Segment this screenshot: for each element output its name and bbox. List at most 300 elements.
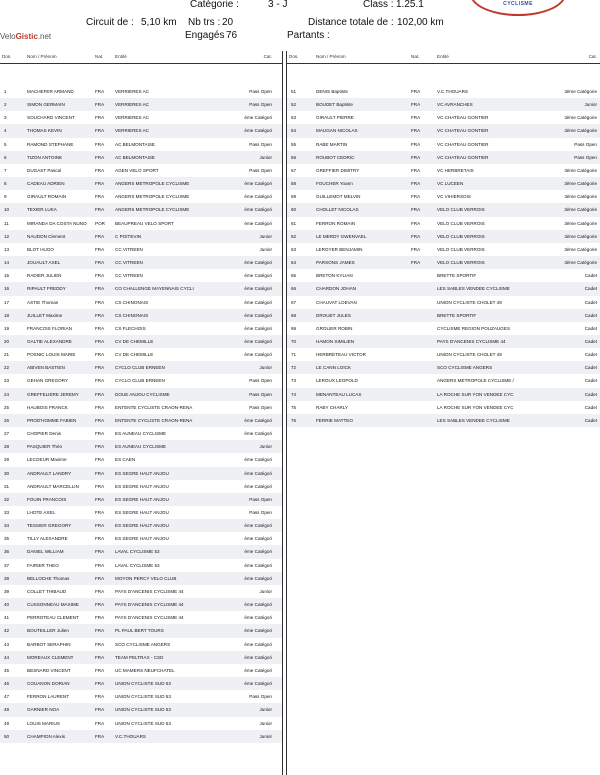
bib-number: 53 bbox=[291, 115, 297, 121]
col-cat: Cat. bbox=[263, 54, 272, 59]
category: 3ème Catégorie bbox=[564, 181, 597, 187]
bib-number: 7 bbox=[4, 167, 7, 173]
nationality: FRA bbox=[411, 141, 421, 147]
table-row bbox=[287, 85, 600, 98]
category: ème Catégori bbox=[244, 338, 272, 344]
category: Pass Open bbox=[249, 694, 272, 700]
table-row bbox=[0, 638, 282, 651]
rider-name: PERROTEAU CLEMENT bbox=[27, 615, 79, 621]
bib-number: 70 bbox=[291, 338, 297, 344]
team-entity: CS FLECHOIS bbox=[115, 325, 146, 331]
rider-name: COUANON DORIAN bbox=[27, 681, 70, 687]
category: 3ème Catégorie bbox=[564, 246, 597, 252]
table-row bbox=[0, 717, 282, 730]
bib-number: 63 bbox=[291, 246, 297, 252]
bib-number: 23 bbox=[4, 378, 10, 384]
category: ème Catégori bbox=[244, 628, 272, 634]
rider-name: PARSONS JAMES bbox=[316, 260, 355, 266]
bib-number: 6 bbox=[4, 154, 7, 160]
team-entity: BRETTE SPORTIF bbox=[437, 273, 477, 279]
rider-name: DUGAST Pascal bbox=[27, 167, 62, 173]
bib-number: 24 bbox=[4, 391, 10, 397]
table-header-right bbox=[287, 51, 600, 64]
bib-number: 20 bbox=[4, 338, 10, 344]
federation-logo bbox=[470, 0, 566, 16]
bib-number: 31 bbox=[4, 483, 10, 489]
bib-number: 3 bbox=[4, 115, 7, 121]
bib-number: 56 bbox=[291, 154, 297, 160]
team-entity: VERRIERES AC bbox=[115, 128, 149, 134]
category: ème Catégori bbox=[244, 417, 272, 423]
nationality: FRA bbox=[95, 536, 105, 542]
table-row bbox=[287, 230, 600, 243]
team-entity: PL PAUL BERT TOURS bbox=[115, 628, 164, 634]
table-row bbox=[0, 532, 282, 545]
rider-name: CHOLLET NICOLAS bbox=[316, 207, 359, 213]
team-entity: ES SEGRE HAUT ANJOU bbox=[115, 510, 169, 515]
table-row bbox=[287, 124, 600, 137]
rider-name: BLOT HUGO bbox=[27, 246, 54, 252]
nationality: FRA bbox=[411, 128, 421, 134]
table-row bbox=[0, 217, 282, 230]
rider-name: TEXIER LUKA bbox=[27, 207, 57, 213]
table-row bbox=[287, 361, 600, 374]
rider-name: BARBOT SERAPHIN bbox=[27, 641, 71, 647]
table-row bbox=[0, 138, 282, 151]
rows-left bbox=[0, 85, 282, 743]
table-row bbox=[287, 309, 600, 322]
team-entity: ANGERS METROPOLE CYCLISME bbox=[115, 181, 190, 187]
rider-name: MENANTEAU LUCAS bbox=[316, 391, 362, 397]
bib-number: 41 bbox=[4, 615, 10, 621]
team-entity: VERRIERES AC bbox=[115, 115, 149, 121]
rider-name: CUSSONNEAU MAXIME bbox=[27, 602, 79, 608]
table-row bbox=[0, 664, 282, 677]
bib-number: 16 bbox=[4, 286, 10, 292]
table-row bbox=[287, 322, 600, 335]
team-entity: ANGERS METROPOLE CYCLISME bbox=[115, 207, 190, 213]
table-row bbox=[287, 177, 600, 190]
team-entity: UNION CYCLISTE CHOLET 49 bbox=[437, 352, 502, 358]
table-row bbox=[0, 151, 282, 164]
bib-number: 36 bbox=[4, 549, 10, 555]
bib-number: 75 bbox=[291, 404, 297, 410]
rider-name: BESNARD VINCENT bbox=[27, 667, 71, 673]
nationality: FRA bbox=[95, 562, 105, 568]
bib-number: 71 bbox=[291, 352, 297, 358]
bib-number: 65 bbox=[291, 273, 297, 279]
table-row bbox=[0, 401, 282, 414]
table-row bbox=[0, 203, 282, 216]
team-entity: LES SABLES VENDEE CYCLISME bbox=[437, 417, 510, 423]
table-row bbox=[0, 414, 282, 427]
team-entity: CYCLO CLUB ERNEEN bbox=[115, 378, 165, 384]
rider-name: PASQUIER Théo bbox=[27, 444, 63, 450]
table-row bbox=[287, 335, 600, 348]
rows-right bbox=[287, 85, 600, 427]
team-entity: SCO CYCLISME ANGERS bbox=[115, 641, 171, 647]
category: Pass Open bbox=[249, 404, 272, 410]
team-entity: ES SEGRE HAUT ANJOU bbox=[115, 496, 169, 502]
category: 3ème Catégorie bbox=[564, 89, 597, 94]
team-entity: CC VITREEN bbox=[115, 273, 143, 279]
nationality: FRA bbox=[95, 444, 105, 450]
category: Junior bbox=[259, 233, 272, 239]
team-entity: CV DE CHEMILLE bbox=[115, 352, 154, 358]
nbtrs-label: Nb trs : bbox=[188, 17, 221, 28]
team-entity: UNION CYCLISTE SUD 53 bbox=[115, 720, 171, 726]
nationality: FRA bbox=[411, 89, 421, 94]
nationality: FRA bbox=[95, 102, 105, 108]
table-row bbox=[0, 677, 282, 690]
team-entity: PAYS D'ANCENIS CYCLISME 44 bbox=[437, 338, 506, 344]
bib-number: 14 bbox=[4, 260, 10, 266]
nationality: FRA bbox=[95, 167, 105, 173]
rider-name: RABY CHARLY bbox=[316, 404, 348, 410]
bib-number: 54 bbox=[291, 128, 297, 134]
table-row bbox=[0, 256, 282, 269]
bib-number: 46 bbox=[4, 681, 10, 687]
nationality: FRA bbox=[95, 549, 105, 555]
partants-label: Partants : bbox=[287, 30, 330, 41]
team-entity: VELO CLUB VERROIS bbox=[437, 246, 485, 252]
category: Cadet bbox=[584, 404, 597, 410]
nationality: FRA bbox=[95, 510, 105, 515]
team-entity: C POITEVIN bbox=[115, 233, 142, 239]
bib-number: 68 bbox=[291, 312, 297, 318]
team-entity: VC CHATEAU GONTIER bbox=[437, 128, 489, 134]
table-row bbox=[0, 269, 282, 282]
nationality: FRA bbox=[411, 181, 421, 187]
category: Cadet bbox=[584, 299, 597, 305]
rider-name: GEHAN GREGORY bbox=[27, 378, 69, 384]
nationality: FRA bbox=[95, 233, 105, 239]
category: ème Catégori bbox=[244, 352, 272, 358]
nationality: FRA bbox=[411, 102, 421, 108]
col-name: Nom / Prénom bbox=[27, 54, 57, 59]
table-row bbox=[287, 164, 600, 177]
table-row bbox=[0, 124, 282, 137]
team-entity: VC LUCEEN bbox=[437, 181, 464, 187]
table-row bbox=[287, 256, 600, 269]
table-row bbox=[287, 401, 600, 414]
bib-number: 38 bbox=[4, 575, 10, 581]
table-row bbox=[0, 309, 282, 322]
rider-name: GREFFIER DIMITRY bbox=[316, 167, 360, 173]
rider-name: ROUBOT CEDRIC bbox=[316, 154, 355, 160]
team-entity: V.C.THOUARS bbox=[115, 733, 146, 739]
rider-name: FERRON ROMAIN bbox=[316, 220, 356, 226]
table-row bbox=[0, 374, 282, 387]
category: 3ème Catégorie bbox=[564, 128, 597, 134]
team-entity: BEAUPREAU VELO SPORT bbox=[115, 220, 174, 226]
bib-number: 1 bbox=[4, 89, 7, 94]
category: ème Catégori bbox=[244, 523, 272, 529]
nationality: FRA bbox=[411, 246, 421, 252]
category: ème Catégori bbox=[244, 575, 272, 581]
logo-text: CYCLISME bbox=[503, 1, 533, 7]
table-row bbox=[0, 282, 282, 295]
table-row bbox=[287, 414, 600, 427]
table-row bbox=[0, 559, 282, 572]
table-header-left bbox=[0, 51, 282, 64]
table-row bbox=[287, 243, 600, 256]
bib-number: 51 bbox=[291, 89, 297, 94]
team-entity: CV DE CHEMILLE bbox=[115, 338, 154, 344]
category: ème Catégori bbox=[244, 286, 272, 292]
nationality: FRA bbox=[95, 325, 105, 331]
brand-watermark: VeloGistic.net bbox=[0, 32, 52, 41]
category: ème Catégori bbox=[244, 207, 272, 213]
bib-number: 35 bbox=[4, 536, 10, 542]
team-entity: ENTENTE CYCLISTE CRAON-RENA bbox=[115, 417, 193, 423]
table-row bbox=[0, 506, 282, 519]
rider-name: TILLY ALEXANDRE bbox=[27, 536, 68, 542]
team-entity: ES SEGRE HAUT ANJOU bbox=[115, 536, 169, 542]
rider-name: DANIEL WILLIAM bbox=[27, 549, 64, 555]
rider-name: BELLOCHE Thomas bbox=[27, 575, 70, 581]
rider-name: SOUCHARD VINCENT bbox=[27, 115, 75, 121]
engages-value: 76 bbox=[226, 30, 238, 41]
category: ème Catégori bbox=[244, 260, 272, 266]
rider-name: BOUTEILLER Julien bbox=[27, 628, 69, 634]
table-row bbox=[0, 519, 282, 532]
team-entity: LA ROCHE SUR YON VENDEE CYC bbox=[437, 404, 514, 410]
rider-name: LEROUX LEOPOLD bbox=[316, 378, 358, 384]
team-entity: AGEN VELO SPORT bbox=[115, 167, 159, 173]
table-row bbox=[0, 703, 282, 716]
category: Junior bbox=[259, 246, 272, 252]
bib-number: 48 bbox=[4, 707, 10, 713]
team-entity: ANGERS METROPOLE CYCLISME bbox=[115, 194, 190, 200]
category: ème Catégori bbox=[244, 483, 272, 489]
bib-number: 30 bbox=[4, 470, 10, 476]
table-row bbox=[0, 493, 282, 506]
nationality: FRA bbox=[95, 431, 105, 437]
bib-number: 59 bbox=[291, 194, 297, 200]
table-row bbox=[0, 296, 282, 309]
category: 3ème Catégorie bbox=[564, 220, 597, 226]
rider-name: HERBRETEAU VICTOR bbox=[316, 352, 366, 358]
bib-number: 73 bbox=[291, 378, 297, 384]
entries-column-right bbox=[286, 51, 600, 775]
rider-name: NAUDON Clement bbox=[27, 233, 66, 239]
category: 3ème Catégorie bbox=[564, 233, 597, 239]
team-entity: CYCLISME REGION POUZAUGES bbox=[437, 325, 511, 331]
team-entity: VC CHATEAU GONTIER bbox=[437, 154, 489, 160]
nationality: FRA bbox=[95, 496, 105, 502]
category: Junior bbox=[259, 720, 272, 726]
bib-number: 15 bbox=[4, 273, 10, 279]
category: Cadet bbox=[584, 352, 597, 358]
bib-number: 74 bbox=[291, 391, 297, 397]
categorie-value: 3 - J bbox=[268, 0, 288, 10]
category: ème Catégori bbox=[244, 562, 272, 568]
category: ème Catégori bbox=[244, 299, 272, 305]
team-entity: VELO CLUB VERROIS bbox=[437, 233, 485, 239]
category: Cadet bbox=[584, 273, 597, 279]
team-entity: BRETTE SPORTIF bbox=[437, 312, 477, 318]
nationality: FRA bbox=[95, 681, 105, 687]
bib-number: 64 bbox=[291, 260, 297, 266]
col-nat: Nat. bbox=[411, 54, 420, 59]
nationality: FRA bbox=[95, 141, 105, 147]
category: ème Catégori bbox=[244, 641, 272, 647]
nationality: FRA bbox=[411, 194, 421, 200]
table-row bbox=[0, 585, 282, 598]
category: ème Catégori bbox=[244, 325, 272, 331]
category: Pass Open bbox=[249, 510, 272, 515]
rider-name: GUILLEMOT MELVIN bbox=[316, 194, 361, 200]
category: Pass Open bbox=[249, 378, 272, 384]
team-entity: PAYS D'ANCENIS CYCLISME 44 bbox=[115, 615, 184, 621]
nationality: FRA bbox=[95, 694, 105, 700]
team-entity: TEAM PELTRAX - CSD bbox=[115, 654, 164, 660]
nationality: FRA bbox=[411, 233, 421, 239]
bib-number: 37 bbox=[4, 562, 10, 568]
team-entity: VELO CLUB VERROIS bbox=[437, 220, 485, 226]
team-entity: AC BELMONTAISE bbox=[115, 141, 155, 147]
nationality: FRA bbox=[95, 154, 105, 160]
team-entity: VC VIHIERSOIS bbox=[437, 194, 471, 200]
nationality: FRA bbox=[95, 470, 105, 476]
category: ème Catégori bbox=[244, 128, 272, 134]
nationality: FRA bbox=[95, 181, 105, 187]
rider-name: ASTIE Thomas bbox=[27, 299, 59, 305]
table-row bbox=[0, 177, 282, 190]
team-entity: CS CHINONAIS bbox=[115, 299, 149, 305]
bib-number: 9 bbox=[4, 194, 7, 200]
rider-name: GARNIER NOA bbox=[27, 707, 60, 713]
table-row bbox=[287, 203, 600, 216]
rider-name: RABE MARTIN bbox=[316, 141, 348, 147]
table-row bbox=[0, 624, 282, 637]
col-cat: Cat. bbox=[588, 54, 597, 59]
table-row bbox=[287, 269, 600, 282]
team-entity: ANGERS METROPOLE CYCLISME / bbox=[437, 378, 514, 384]
table-row bbox=[0, 243, 282, 256]
rider-name: COLLET THIBAUD bbox=[27, 588, 67, 594]
team-entity: V.C.THOUARS bbox=[437, 89, 468, 94]
nationality: FRA bbox=[95, 707, 105, 713]
team-entity: UNION CYCLISTE SUD 53 bbox=[115, 707, 171, 713]
rider-name: MACHEFER ARMAND bbox=[27, 89, 74, 94]
table-row bbox=[0, 545, 282, 558]
table-row bbox=[0, 598, 282, 611]
nationality: FRA bbox=[95, 115, 105, 121]
bib-number: 44 bbox=[4, 654, 10, 660]
nationality: FRA bbox=[95, 286, 105, 292]
category: Pass Open bbox=[574, 141, 597, 147]
team-entity: UNION CYCLISTE SUD 53 bbox=[115, 681, 171, 687]
team-entity: LAVAL CYCLISME 53 bbox=[115, 549, 160, 555]
rider-name: CHOPIER Denis bbox=[27, 431, 61, 437]
nationality: FRA bbox=[411, 220, 421, 226]
nationality: FRA bbox=[95, 378, 105, 384]
bib-number: 18 bbox=[4, 312, 10, 318]
category: ème Catégori bbox=[244, 194, 272, 200]
table-row bbox=[287, 296, 600, 309]
nationality: FRA bbox=[411, 115, 421, 121]
table-row bbox=[0, 440, 282, 453]
nationality: FRA bbox=[95, 615, 105, 621]
table-row bbox=[287, 138, 600, 151]
team-entity: ES SEGRE HAUT ANJOU bbox=[115, 523, 169, 529]
team-entity: ES CAEN bbox=[115, 457, 136, 463]
table-row bbox=[287, 374, 600, 387]
table-row bbox=[287, 111, 600, 124]
category: ème Catégori bbox=[244, 470, 272, 476]
rider-name: FERRIE MATTEO bbox=[316, 417, 353, 423]
bib-number: 76 bbox=[291, 417, 297, 423]
table-row bbox=[287, 217, 600, 230]
rider-name: ANDRAULT MARCELLIN bbox=[27, 483, 79, 489]
table-row bbox=[0, 572, 282, 585]
table-row bbox=[0, 98, 282, 111]
rider-name: GIRAULT PIERRE bbox=[316, 115, 354, 121]
rider-name: MOREAUX CLEMENT bbox=[27, 654, 74, 660]
team-entity: PAYS D'ANCENIS CYCLISME 44 bbox=[115, 588, 184, 594]
table-row bbox=[0, 467, 282, 480]
table-row bbox=[287, 190, 600, 203]
team-entity: VERRIERES AC bbox=[115, 89, 149, 94]
col-dos: Dos. bbox=[2, 54, 12, 59]
category: Junior bbox=[259, 588, 272, 594]
bib-number: 28 bbox=[4, 444, 10, 450]
table-row bbox=[287, 388, 600, 401]
category: ème Catégori bbox=[244, 654, 272, 660]
bib-number: 42 bbox=[4, 628, 10, 634]
rider-name: FERRON LAURENT bbox=[27, 694, 70, 700]
category: Junior bbox=[259, 733, 272, 739]
category: Cadet bbox=[584, 286, 597, 292]
nationality: FRA bbox=[95, 575, 105, 581]
category: ème Catégori bbox=[244, 681, 272, 687]
bib-number: 50 bbox=[4, 733, 10, 739]
team-entity: ES SEGRE HAUT ANJOU bbox=[115, 483, 169, 489]
nationality: FRA bbox=[95, 720, 105, 726]
nationality: FRA bbox=[411, 207, 421, 213]
category: Pass Open bbox=[249, 167, 272, 173]
team-entity: ES AUNEAU CYCLISME bbox=[115, 444, 167, 450]
rider-name: RAMOND STEPHANE bbox=[27, 141, 74, 147]
rider-name: BOUDET Baptiste bbox=[316, 102, 353, 108]
rider-name: MIRANDA DA COSTA NUNO bbox=[27, 220, 87, 226]
table-row bbox=[0, 164, 282, 177]
bib-number: 26 bbox=[4, 417, 10, 423]
bib-number: 4 bbox=[4, 128, 7, 134]
team-entity: CYCLO CLUB ERNEEN bbox=[115, 365, 165, 371]
rider-name: DENIS Baptiste bbox=[316, 89, 348, 94]
bib-number: 10 bbox=[4, 207, 10, 213]
rider-name: ANDRAULT LANDRY bbox=[27, 470, 72, 476]
bib-number: 47 bbox=[4, 694, 10, 700]
table-row bbox=[0, 427, 282, 440]
bib-number: 21 bbox=[4, 352, 10, 358]
bib-number: 40 bbox=[4, 602, 10, 608]
rider-name: RADIER JULIEN bbox=[27, 273, 62, 279]
team-entity: SCO CYCLISME ANGERS bbox=[437, 365, 493, 371]
nationality: FRA bbox=[95, 299, 105, 305]
rider-name: GROLIER ROBIN bbox=[316, 325, 353, 331]
category: ème Catégori bbox=[244, 602, 272, 608]
bib-number: 45 bbox=[4, 667, 10, 673]
rider-name: LE MERDY GWENVAEL bbox=[316, 233, 367, 239]
team-entity: AC BELMONTAISE bbox=[115, 154, 155, 160]
table-row bbox=[0, 335, 282, 348]
table-row bbox=[0, 651, 282, 664]
distance-value: 102,00 km bbox=[397, 17, 444, 28]
